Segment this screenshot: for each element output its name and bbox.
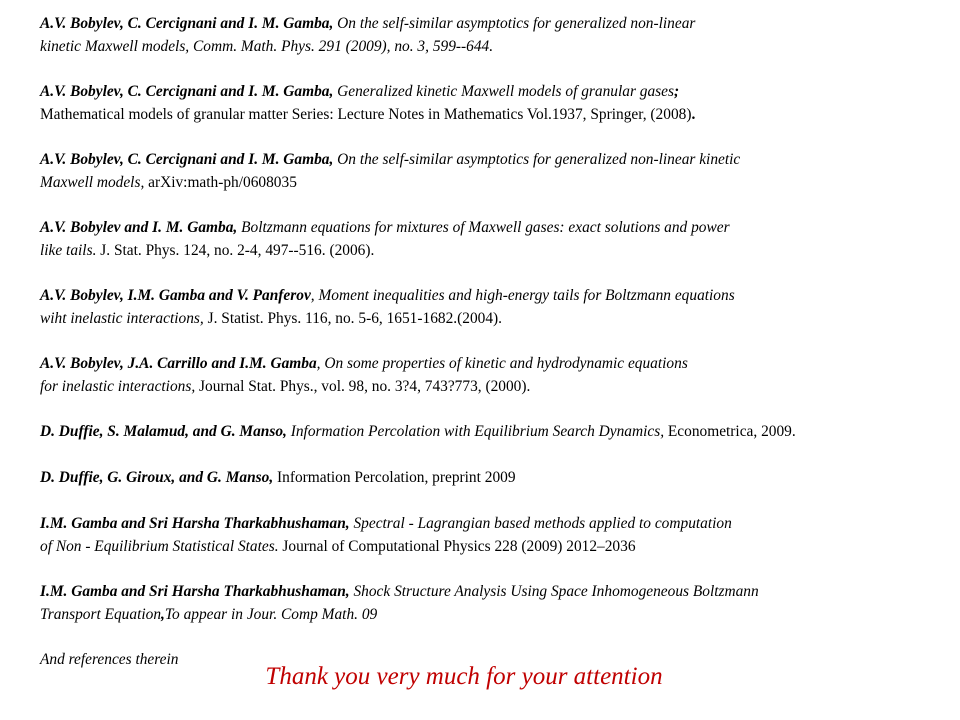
reference-source: J. Statist. Phys. 116, no. 5-6, 1651-1682.(2004). bbox=[203, 310, 503, 327]
reference-line bbox=[40, 466, 955, 489]
reference-line bbox=[40, 307, 955, 330]
reference-title: Generalized kinetic Maxwell models of granular gases bbox=[333, 83, 674, 100]
reference-authors: A.V. Bobylev, C. Cercignani and I. M. Gamba, bbox=[40, 83, 334, 100]
reference-authors: A.V. Bobylev, I.M. Gamba and V. Panferov bbox=[40, 287, 311, 304]
reference-title: Maxwell models, bbox=[40, 174, 145, 191]
reference-item bbox=[40, 12, 955, 58]
reference-title: Shock Structure Analysis Using Space Inhomogeneous Boltzmann bbox=[349, 583, 759, 600]
reference-title: kinetic Maxwell models, Comm. Math. Phys. 291 (2009), no. 3, 599--644. bbox=[40, 38, 494, 55]
reference-authors: I.M. Gamba and Sri Harsha Tharkabhushaman, bbox=[40, 583, 350, 600]
reference-source: arXiv:math-ph/0608035 bbox=[144, 174, 297, 191]
reference-item bbox=[40, 148, 955, 194]
reference-title: of Non - Equilibrium Statistical States. bbox=[40, 538, 279, 555]
reference-title: for inelastic interactions, bbox=[40, 378, 196, 395]
reference-title: Boltzmann equations for mixtures of Maxwell gases: exact solutions and power bbox=[237, 219, 730, 236]
reference-authors: A.V. Bobylev, C. Cercignani and I. M. Gamba, bbox=[40, 15, 334, 32]
reference-line bbox=[40, 512, 955, 535]
reference-line bbox=[40, 239, 955, 262]
reference-title: , On some properties of kinetic and hydrodynamic equations bbox=[316, 355, 688, 372]
reference-title: like tails. bbox=[40, 242, 97, 259]
reference-item bbox=[40, 580, 955, 626]
reference-authors: I.M. Gamba and Sri Harsha Tharkabhushaman, bbox=[40, 515, 350, 532]
reference-line bbox=[40, 12, 955, 35]
reference-authors: A.V. Bobylev, C. Cercignani and I. M. Gamba, bbox=[40, 151, 334, 168]
reference-punctuation: , bbox=[161, 606, 165, 623]
reference-line bbox=[40, 580, 955, 603]
reference-line bbox=[40, 535, 955, 558]
reference-line bbox=[40, 352, 955, 375]
reference-line bbox=[40, 603, 955, 626]
reference-source: Journal of Computational Physics 228 (2009) 2012–2036 bbox=[278, 538, 636, 555]
closing-note: And references therein bbox=[40, 651, 179, 668]
reference-item bbox=[40, 352, 955, 398]
reference-authors: A.V. Bobylev and I. M. Gamba, bbox=[40, 219, 238, 236]
reference-item bbox=[40, 284, 955, 330]
reference-authors: D. Duffie, S. Malamud, and G. Manso, bbox=[40, 423, 287, 440]
reference-title: Spectral - Lagrangian based methods applied to computation bbox=[349, 515, 732, 532]
reference-line bbox=[40, 216, 955, 239]
reference-source: Information Percolation, preprint 2009 bbox=[273, 469, 516, 486]
reference-list bbox=[40, 12, 955, 671]
reference-item bbox=[40, 216, 955, 262]
reference-punctuation: . bbox=[691, 106, 696, 123]
reference-item bbox=[40, 80, 955, 126]
reference-line bbox=[40, 80, 955, 103]
reference-line bbox=[40, 148, 955, 171]
reference-title: Transport Equation bbox=[40, 606, 162, 623]
reference-title: On the self-similar asymptotics for generalized non-linear kinetic bbox=[333, 151, 741, 168]
reference-source: Journal Stat. Phys., vol. 98, no. 3?4, 743?773, (2000). bbox=[195, 378, 531, 395]
reference-source: Econometrica, 2009. bbox=[664, 423, 796, 440]
reference-item bbox=[40, 420, 955, 443]
reference-line bbox=[40, 420, 955, 443]
reference-title: Information Percolation with Equilibrium Search Dynamics, bbox=[286, 423, 665, 440]
reference-line bbox=[40, 35, 955, 58]
reference-line bbox=[40, 171, 955, 194]
reference-title: wiht inelastic interactions, bbox=[40, 310, 204, 327]
reference-title: , Moment inequalities and high-energy tails for Boltzmann equations bbox=[310, 287, 735, 304]
reference-line bbox=[40, 375, 955, 398]
reference-authors: D. Duffie, G. Giroux, and G. Manso, bbox=[40, 469, 274, 486]
reference-title: To appear in Jour. Comp Math. 09 bbox=[164, 606, 378, 623]
reference-authors: A.V. Bobylev, J.A. Carrillo and I.M. Gamba bbox=[40, 355, 317, 372]
reference-source: Mathematical models of granular matter Series: Lecture Notes in Mathematics Vol.1937, Springer, (2008) bbox=[40, 106, 692, 123]
reference-line bbox=[40, 284, 955, 307]
reference-line bbox=[40, 103, 955, 126]
reference-item bbox=[40, 512, 955, 558]
reference-source: J. Stat. Phys. 124, no. 2-4, 497--516. (2006). bbox=[96, 242, 375, 259]
reference-item bbox=[40, 466, 955, 489]
reference-punctuation: ; bbox=[674, 83, 680, 100]
thank-you-message: Thank you very much for your attention bbox=[265, 663, 663, 690]
reference-title: On the self-similar asymptotics for generalized non-linear bbox=[333, 15, 696, 32]
